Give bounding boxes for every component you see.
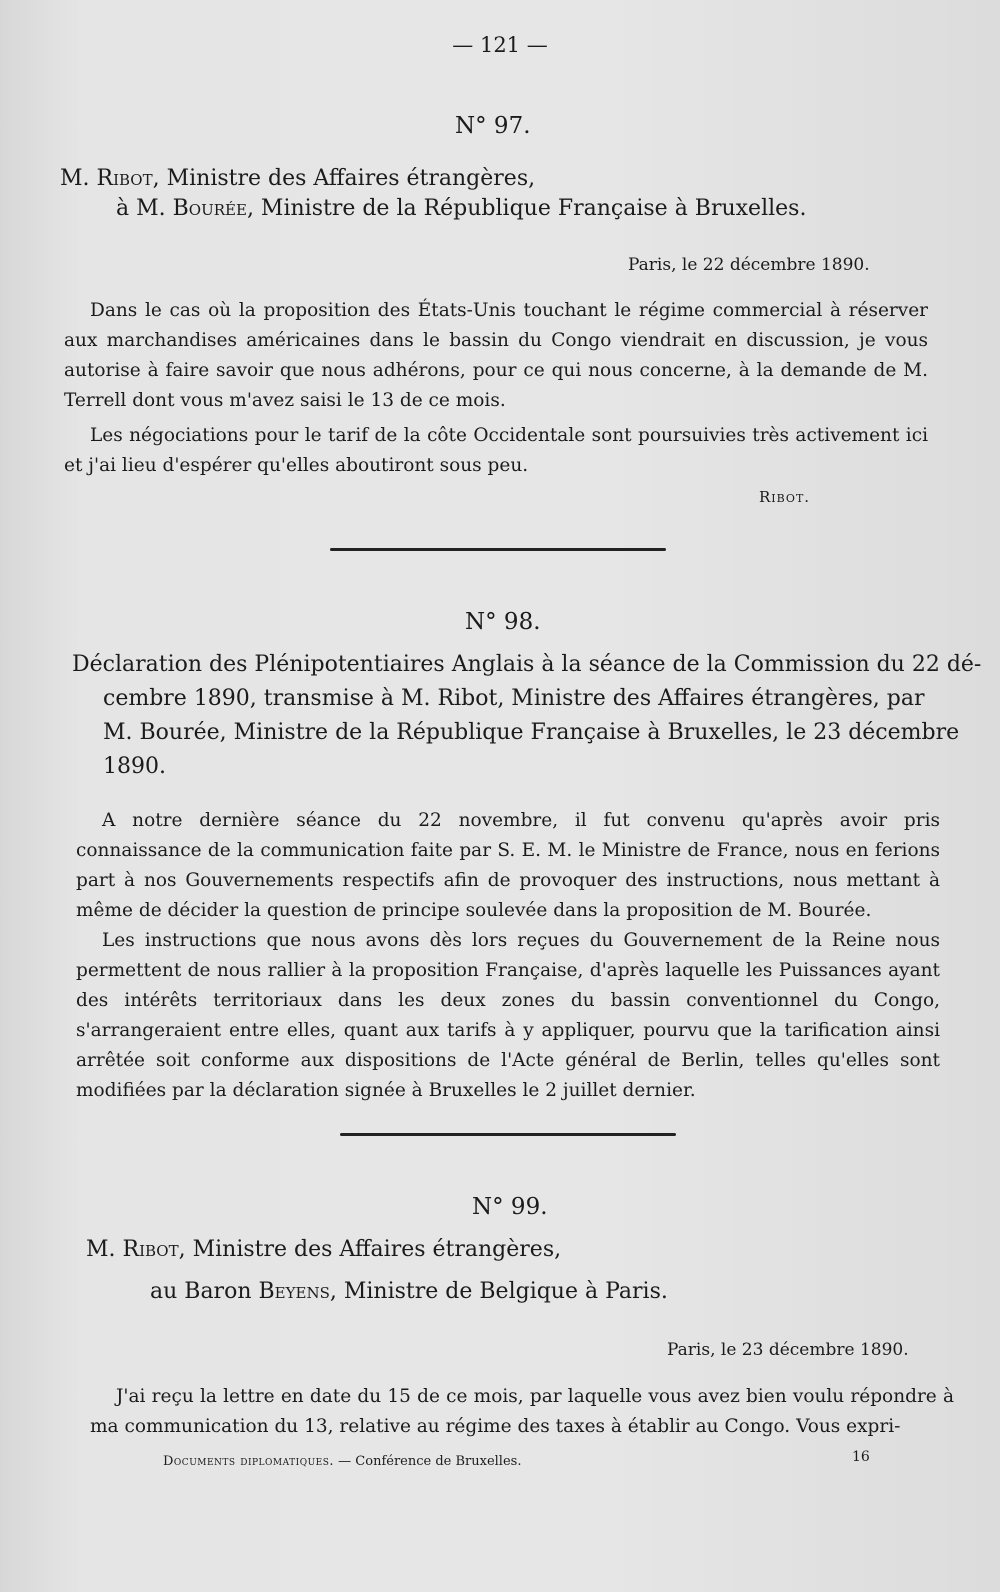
doc-98-heading-line-4: 1890.	[103, 754, 166, 779]
page-number: — 121 —	[452, 33, 548, 57]
doc-97-signature: Ribot.	[759, 488, 811, 506]
sheet-number: 16	[852, 1449, 870, 1465]
doc-99-recipient: au Baron Beyens, Ministre de Belgique à Paris.	[150, 1279, 668, 1304]
doc-99-number: N° 99.	[472, 1194, 548, 1220]
doc-98-paragraph-1: A notre dernière séance du 22 novembre, il fut convenu qu'après avoir pris connaissance de la communication faite par S. E. M. le Ministre de France, nous en ferions part à nos Gouvernements respectifs afin de provoquer des instructions, nous mettant à même de décider la question de principe soulevée dans la proposition de M. Bourée.	[76, 810, 940, 921]
doc-98-heading-line-1: Déclaration des Plénipotentiaires Anglais à la séance de la Commission du 22 dé-	[72, 652, 982, 677]
doc-97-paragraph-1: Dans le cas où la proposition des États-Unis touchant le régime commercial à réserver aux marchandises américaines dans le bassin du Congo viendrait en discussion, je vous autorise à faire savoir que nous adhérons, pour ce qui nous concerne, à la demande de M. Terrell dont vous m'avez saisi le 13 de ce mois.	[64, 300, 928, 411]
doc-98-paragraph-2: Les instructions que nous avons dès lors reçues du Gouvernement de la Reine nous permettent de nous rallier à la proposition Française, d'après laquelle les Puissances ayant des intérêts territoriaux dans les deux zones du bassin conventionnel du Congo, s'arrangeraient entre elles, quant aux tarifs à y appliquer, pourvu que la tarification ainsi arrêtée soit conforme aux dispositions de l'Acte général de Berlin, telles qu'elles sont modifiées par la déclaration signée à Bruxelles le 2 juillet dernier.	[76, 930, 940, 1101]
doc-98-heading-line-3: M. Bourée, Ministre de la République Française à Bruxelles, le 23 décembre	[103, 720, 960, 745]
doc-97-sender: M. Ribot, Ministre des Affaires étrangères,	[60, 166, 536, 191]
doc-99-sender: M. Ribot, Ministre des Affaires étrangères,	[86, 1237, 562, 1262]
doc-97-paragraph-2: Les négociations pour le tarif de la côte Occidentale sont poursuivies très activement ici et j'ai lieu d'espérer qu'elles aboutiront sous peu.	[64, 425, 928, 476]
doc-99-paragraph: J'ai reçu la lettre en date du 15 de ce mois, par laquelle vous avez bien voulu répondre à ma communication du 13, relative au régime des taxes à établir au Congo. Vous expri-	[90, 1386, 954, 1437]
doc-97-date: Paris, le 22 décembre 1890.	[628, 255, 870, 275]
doc-97-recipient: à M. Bourée, Ministre de la République Française à Bruxelles.	[116, 196, 807, 221]
doc-97-number: N° 97.	[455, 113, 531, 139]
doc-99-date: Paris, le 23 décembre 1890.	[667, 1340, 909, 1360]
section-divider	[340, 1133, 676, 1136]
section-divider	[330, 548, 666, 551]
page-footer: Documents diplomatiques. — Conférence de Bruxelles.	[163, 1454, 522, 1469]
doc-98-number: N° 98.	[465, 609, 541, 635]
doc-98-heading-line-2: cembre 1890, transmise à M. Ribot, Ministre des Affaires étrangères, par	[103, 686, 925, 711]
